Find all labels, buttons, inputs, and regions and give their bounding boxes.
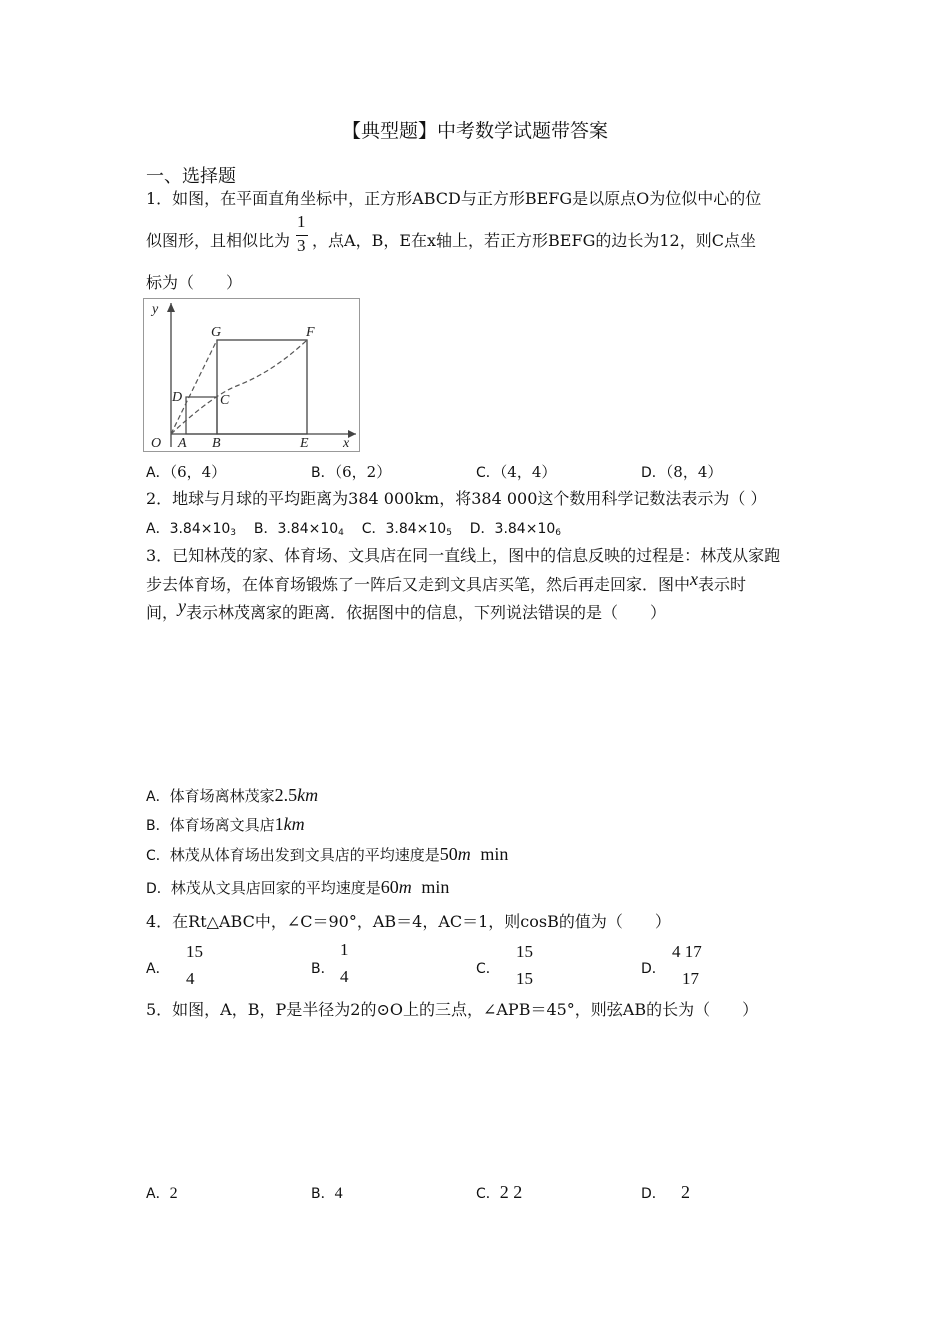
q1-line2 xyxy=(146,230,756,252)
q3-option-b-text: 体育场离文具店 xyxy=(169,816,275,834)
q2-option-c-exp: 5 xyxy=(446,528,452,538)
q5-option-c[interactable] xyxy=(476,1182,522,1203)
q3-line3-pre: 间， xyxy=(146,603,179,622)
q1-ratio-fraction xyxy=(296,212,310,260)
label-b: B xyxy=(212,436,221,451)
q4-option-b-bottom: 4 xyxy=(340,967,349,986)
q1-line2-pre: 似图形，且相似比为 xyxy=(146,231,291,250)
q3-option-c-letter: C． xyxy=(146,848,170,864)
q4-option-c-letter: C． xyxy=(476,961,500,977)
q2-option-d-exp: 6 xyxy=(555,528,561,538)
q5-option-b-value: 4 xyxy=(334,1185,343,1202)
q1-option-b-letter: B． xyxy=(311,465,335,481)
q2-option-c[interactable] xyxy=(362,521,452,537)
q3-option-b-num: 1 xyxy=(274,814,284,834)
q5-option-d-value: 2 xyxy=(681,1182,691,1202)
q2-option-a-base: 3.84×10 xyxy=(169,521,231,537)
q2-option-b-exp: 4 xyxy=(338,528,344,538)
q3-option-c-unit2: min xyxy=(480,844,509,864)
q3-option-a[interactable] xyxy=(146,785,318,806)
q2-stem: 2．地球与月球的平均距离为384 000km，将384 000这个数用科学记数法表示为（ ） xyxy=(146,489,767,508)
q3-option-a-num: 2.5 xyxy=(274,785,298,805)
label-f: F xyxy=(306,325,315,340)
q3-option-a-unit: km xyxy=(297,785,319,805)
q1-figure-svg xyxy=(144,299,359,451)
q3-var-y: y xyxy=(178,596,187,616)
q3-option-b-letter: B． xyxy=(146,818,170,834)
q3-option-d-text: 林茂从文具店回家的平均速度是 xyxy=(170,879,381,897)
q4-option-b-letter: B． xyxy=(311,961,335,977)
q5-option-d-letter: D． xyxy=(641,1186,666,1202)
q1-line1: 1．如图，在平面直角坐标中，正方形ABCD与正方形BEFG是以原点O为位似中心的位 xyxy=(146,189,762,208)
q2-option-d[interactable] xyxy=(470,521,561,537)
label-o: O xyxy=(151,436,162,451)
q1-option-d-letter: D． xyxy=(641,465,666,481)
q5-option-b[interactable] xyxy=(311,1183,343,1203)
section-heading: 一、选择题 xyxy=(146,166,236,187)
q1-option-c[interactable] xyxy=(476,461,556,482)
label-d: D xyxy=(172,390,183,405)
q4-option-a-bottom: 4 xyxy=(186,969,195,988)
label-c: C xyxy=(220,393,230,408)
q5-option-b-letter: B． xyxy=(311,1186,335,1202)
square-befg xyxy=(217,340,307,434)
ray-of xyxy=(171,340,307,434)
q2-option-d-letter: D． xyxy=(469,521,495,537)
q4-stem: 4．在Rt△ABC中，∠C＝90°，AB＝4，AC＝1，则cosB的值为（ ） xyxy=(146,912,671,931)
q1-option-d[interactable] xyxy=(641,461,722,482)
q4-option-c[interactable] xyxy=(476,958,500,978)
q4-option-b-top: 1 xyxy=(340,940,349,959)
q1-option-a-letter: A． xyxy=(146,465,170,481)
q2-option-a[interactable] xyxy=(146,521,236,537)
q1-option-a[interactable] xyxy=(146,461,226,482)
q1-line2-post: ，点A，B，E在x轴上，若正方形BEFG的边长为12，则C点坐 xyxy=(312,231,756,250)
label-a: A xyxy=(178,436,187,451)
q4-option-d-letter: D． xyxy=(641,961,666,977)
q4-option-a-top: 15 xyxy=(186,942,203,961)
q4-option-a-letter: A． xyxy=(146,961,170,977)
q3-line1: 3．已知林茂的家、体育场、文具店在同一直线上，图中的信息反映的过程是：林茂从家跑 xyxy=(146,546,781,565)
ray-og xyxy=(171,340,217,434)
label-e: E xyxy=(300,436,309,451)
q1-option-b-value: （6，2） xyxy=(334,463,392,481)
q3-option-c[interactable] xyxy=(146,844,508,865)
q4-option-d-top: 4 17 xyxy=(672,942,702,961)
q3-option-a-letter: A． xyxy=(146,789,170,805)
q1-option-c-value: （4，4） xyxy=(499,463,557,481)
q1-option-a-value: （6，4） xyxy=(169,463,227,481)
q3-option-d-unit: m xyxy=(398,877,412,897)
q1-ratio-den: 3 xyxy=(297,236,306,255)
q2-option-b-letter: B． xyxy=(253,521,278,537)
q2-options xyxy=(146,518,561,538)
square-abcd xyxy=(186,397,217,434)
q1-option-d-value: （8，4） xyxy=(665,463,723,481)
q3-var-x: x xyxy=(690,569,699,589)
q4-option-c-bottom: 15 xyxy=(516,969,533,988)
q2-option-d-base: 3.84×10 xyxy=(494,521,556,537)
q4-option-c-top: 15 xyxy=(516,942,533,961)
page-title: 【典型题】中考数学试题带答案 xyxy=(341,120,608,142)
q3-line3-post: 表示林茂离家的距离．依据图中的信息，下列说法错误的是（ ） xyxy=(186,603,667,622)
y-axis-arrow xyxy=(167,303,175,312)
q2-option-b[interactable] xyxy=(254,521,344,537)
q3-line2 xyxy=(146,569,747,596)
q5-option-d[interactable] xyxy=(641,1182,690,1203)
q4-option-a[interactable] xyxy=(146,958,170,978)
q2-option-b-base: 3.84×10 xyxy=(277,521,339,537)
label-g: G xyxy=(211,325,222,340)
q3-option-b[interactable] xyxy=(146,814,305,835)
q2-option-c-base: 3.84×10 xyxy=(385,521,447,537)
q5-option-c-value: 2 2 xyxy=(499,1182,523,1202)
q3-line2-pre: 步去体育场，在体育场锻炼了一阵后又走到文具店买笔，然后再走回家．图中 xyxy=(146,575,691,594)
q3-option-b-unit: km xyxy=(283,814,305,834)
q2-option-a-exp: 3 xyxy=(230,528,237,538)
q5-stem: 5．如图，A，B，P是半径为2的⊙O上的三点，∠APB＝45°，则弦AB的长为（ ） xyxy=(146,1000,759,1019)
label-y: y xyxy=(152,302,159,317)
label-x: x xyxy=(343,436,350,451)
q4-option-b[interactable] xyxy=(311,958,335,978)
q2-option-c-letter: C． xyxy=(361,521,386,537)
q5-option-a-letter: A． xyxy=(146,1186,170,1202)
q3-option-a-text: 体育场离林茂家 xyxy=(169,787,275,805)
q3-option-d-unit2: min xyxy=(421,877,450,897)
q2-option-a-letter: A． xyxy=(146,521,170,537)
q4-option-d[interactable] xyxy=(641,958,666,978)
q1-ratio-num: 1 xyxy=(297,212,306,231)
q5-option-a[interactable] xyxy=(146,1183,178,1203)
q4-option-d-bottom: 17 xyxy=(682,969,699,988)
q5-option-a-value: 2 xyxy=(169,1185,178,1202)
q1-line3: 标为（ ） xyxy=(146,273,243,292)
q3-option-d-letter: D． xyxy=(146,881,171,897)
q5-option-c-letter: C． xyxy=(476,1186,500,1202)
q3-option-c-num: 50 xyxy=(439,844,458,864)
q3-option-c-unit: m xyxy=(457,844,471,864)
q1-option-c-letter: C． xyxy=(476,465,500,481)
q3-option-d-num: 60 xyxy=(380,877,399,897)
q3-option-c-text: 林茂从体育场出发到文具店的平均速度是 xyxy=(169,846,440,864)
q3-option-d[interactable] xyxy=(146,877,449,898)
q1-figure xyxy=(143,298,360,452)
q1-option-b[interactable] xyxy=(311,461,391,482)
q3-line2-post: 表示时 xyxy=(698,575,747,594)
q3-line3 xyxy=(146,596,667,624)
